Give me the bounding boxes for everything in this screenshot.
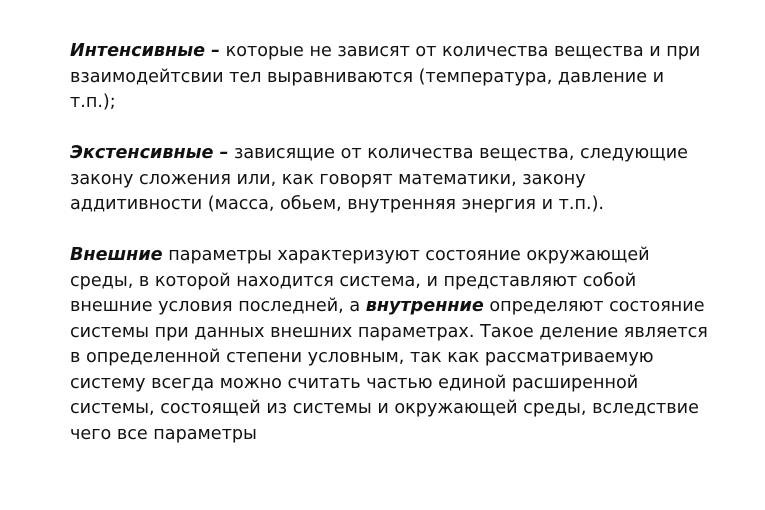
term-extensive: Экстенсивные – — [70, 143, 229, 163]
paragraph-intensive — [70, 39, 710, 116]
term-intensive: Интенсивные – — [70, 41, 220, 61]
paragraph-extensive — [70, 141, 710, 218]
slide-body — [70, 39, 710, 473]
definition-internal: определяют состояние системы при данных внешних параметрах. Такое деление является в определенной степени условным, так как рассматриваемую систему всегда можно считать частью единой расширенной системы, состоящей из системы и окружающей среды, вследствие чего все параметры — [70, 296, 708, 444]
paragraph-external-internal — [70, 243, 710, 447]
definition-intensive: которые не зависят от количества вещества и при взаимодейтсвии тел выравниваются (температура, давление и т.п.); — [70, 41, 701, 112]
definition-extensive: зависящие от количества вещества, следующие закону сложения или, как говорят математики, закону аддитивности (масса, обьем, внутренняя энергия и т.п.). — [70, 143, 688, 214]
term-external: Внешние — [70, 245, 163, 265]
definition-external: параметры характеризуют состояние окружающей среды, в которой находится система, и представляют собой внешние условия последней, а — [70, 245, 650, 316]
term-internal: внутренние — [365, 296, 484, 316]
